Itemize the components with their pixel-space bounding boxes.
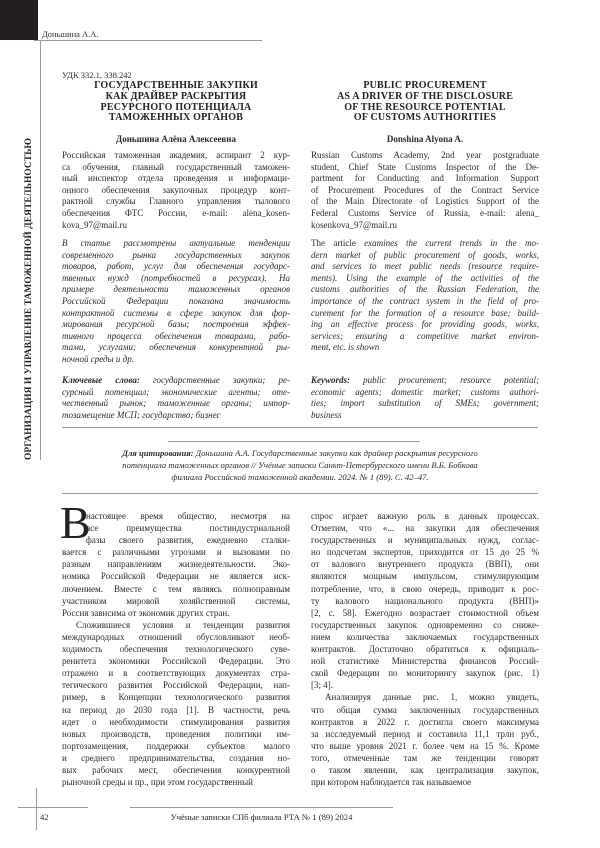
text-line: OF CUSTOMS AUTHORITIES: [311, 113, 539, 124]
text-line: рыночной среды и пр., при этом государственный: [62, 776, 290, 788]
running-header-author: Доньшина А.А.: [42, 29, 99, 39]
text-line: контрактов в 2022 г. достигла своего максимума: [311, 716, 539, 728]
text-line: Отметим, что «... на закупки для обеспечения: [311, 522, 539, 534]
text-line: Россия зависима от экономик других стран.: [62, 607, 290, 619]
udk-code: УДК 332.1, 338.242: [62, 70, 132, 80]
keywords-ru-label: Ключевые слова:: [62, 375, 140, 385]
text-line: тегического развития Российской Федерации, нап-: [62, 679, 290, 691]
text-line: ный инспектор отдела проведения и информаци-: [62, 173, 290, 185]
text-line: портозамещения, поддержки субъектов малого: [62, 740, 290, 752]
text-line: ГОСУДАРСТВЕННЫЕ ЗАКУПКИ: [62, 81, 290, 92]
text-line: настоящее время общество, несмотря на: [62, 510, 290, 522]
text-line: В статье рассмотрены актуальные тенденции: [62, 238, 290, 250]
text-line: и среднего предпринимательства, создания но-: [62, 752, 290, 764]
text-line: тивного процесса обеспечения товарами, рабо-: [62, 331, 290, 343]
text-line: OF THE RESOURCE POTENTIAL: [311, 103, 539, 114]
text-line: вается с различными угрозами и вызовами по: [62, 546, 290, 558]
text-line: что общая сумма заключенных государственных: [311, 704, 539, 716]
text-line: современного рынка государственных закупок: [62, 250, 290, 262]
text-line: dern market of public procurement of goods, works,: [311, 250, 539, 262]
text-line: of Procurement Procedures of the Contract Service: [311, 185, 539, 197]
text-line: ной статистике Министерства финансов Россий-: [311, 655, 539, 667]
citation-line: потенциала таможенных органов // Учёные записки Санкт-Петербургского имени В.Б. Бобкова: [62, 460, 538, 472]
text-line: customs authorities of the Russian Federation, the: [311, 284, 539, 296]
text-line: за исследуемый период и составила 11,1 трлн руб.,: [311, 728, 539, 740]
abstract-en-rest: [311, 250, 539, 354]
keywords-en: [311, 375, 539, 421]
keywords-ru: [62, 375, 290, 421]
text-line: твенных нужд (потребностей в ресурсах). На: [62, 273, 290, 285]
text-line: все преимущества постиндустриальной: [62, 522, 290, 534]
text-line: Анализируя данные рис. 1, можно увидеть,: [311, 691, 539, 703]
text-line: са обучения, главный государственный таможен-: [62, 162, 290, 174]
page-number: 42: [40, 812, 49, 822]
text-line: [2, с. 58]. Ежегодно возрастает стоимостной объем: [311, 607, 539, 619]
text-line: разным направлениям жизнедеятельности. Эко-: [62, 558, 290, 570]
text-line: ту валового национального продукта (ВНП)»: [311, 595, 539, 607]
text-line: Российская таможенная академия, аспирант 2 кур-: [62, 150, 290, 162]
citation-line: филиала Российской таможенной академии. 2024. № 1 (89). С. 42–47.: [62, 472, 538, 484]
text-line: curement for the formation of a resource base; build-: [311, 308, 539, 320]
text-line: государственных и муниципальных нужд, соглас-: [311, 534, 539, 546]
text-line: лючением. Вместе с тем являясь полноправным: [62, 583, 290, 595]
footer-rule: [18, 807, 88, 808]
text-line: ments). Using the example of the activities of the: [311, 273, 539, 285]
text-line: номика Российской Федерации не является иск-: [62, 570, 290, 582]
keywords-en-label: Keywords:: [311, 375, 350, 385]
header-rule: [34, 40, 262, 41]
text-line: student, Chief State Customs Inspector of the De-: [311, 162, 539, 174]
text-line: международных отношений обусловливают необ-: [62, 631, 290, 643]
text-line: and services to meet public needs (resource require-: [311, 261, 539, 273]
text-line: КАК ДРАЙВЕР РАСКРЫТИЯ: [62, 92, 290, 103]
text-line: ходимость обеспечения технологического суве-: [62, 643, 290, 655]
text-line: [311, 375, 539, 387]
divider: [62, 493, 538, 494]
divider: [168, 441, 420, 442]
abstract-en: [311, 238, 539, 354]
text-line: о таком явлении, как централизация закупок,: [311, 764, 539, 776]
title-en: [311, 81, 539, 124]
text-line: мирования ресурсной базы; построения эффек-: [62, 319, 290, 331]
text-line: нием количества заключаемых государственных: [311, 631, 539, 643]
footer-rule: [130, 807, 393, 808]
text-line: при котором наблюдается так называемое: [311, 776, 539, 788]
text-line: importance of the contract system in the field of pro-: [311, 296, 539, 308]
text-line: от валового внутреннего продукта (ВВП), они: [311, 558, 539, 570]
journal-name: Учёные записки СПб филиала РТА № 1 (89) 2024: [130, 812, 393, 822]
text-line: kova_97@mail.ru: [62, 220, 290, 232]
text-line: ской Федерации по мониторингу закупок (рис. 1): [311, 667, 539, 679]
text-line: на период до 2030 года [1]. В частности, речь: [62, 704, 290, 716]
text-line: спрос играет важную роль в данных процессах.: [311, 510, 539, 522]
text-line: kosenkova_97@mail.ru: [311, 220, 539, 232]
divider: [62, 427, 538, 428]
text-line: тозамещение МСП; государство; бизнес: [62, 410, 290, 422]
citation-line: [62, 448, 538, 460]
text-line: тами, услугами; обеспечения конкурентной ры-: [62, 342, 290, 354]
text-line: PUBLIC PROCUREMENT: [311, 81, 539, 92]
text-line: потребление, что, в свою очередь, приводит к рос-: [311, 583, 539, 595]
keywords-en-first: public procurement; resource potential;: [350, 375, 539, 385]
body-column-left: [62, 510, 290, 788]
body-column-right: [311, 510, 539, 788]
abstract-ru: [62, 238, 290, 366]
footer-rule-vertical: [36, 788, 37, 830]
text-line: ночной среды и др.: [62, 354, 290, 366]
text-line: государственных закупок одновременно со сниже-: [311, 619, 539, 631]
text-line: новых производств, проведения политики им-: [62, 728, 290, 740]
title-ru: [62, 81, 290, 124]
text-line: фазы своего развития, ежедневно сталки-: [62, 534, 290, 546]
keywords-en-rest: [311, 387, 539, 422]
text-line: Russian Customs Academy, 2nd year postgraduate: [311, 150, 539, 162]
citation-text: Доньшина А.А. Государственные закупки как драйвер раскрытия ресурсного: [194, 448, 478, 458]
abstract-en-lead: The article: [311, 238, 356, 248]
text-line: ment, etc. is shown: [311, 342, 539, 354]
text-line: рактной службы Главного управления тылового: [62, 196, 290, 208]
text-line: что выше уровня 2021 г. более чем на 15 %. Кроме: [311, 740, 539, 752]
text-line: отражено и в соответствующих документах стра-: [62, 667, 290, 679]
text-line: Federal Customs Service of Russia, e-mail: alena_: [311, 208, 539, 220]
citation-label: Для цитирования:: [122, 448, 193, 458]
text-line: обеспечения ФТС России, e-mail: alena_kosen-: [62, 208, 290, 220]
text-line: Сложившиеся условия и тенденции развития: [62, 619, 290, 631]
text-line: of the Main Directorate of Logistics Support of the: [311, 196, 539, 208]
text-line: того, отмеченные там же тенденции говорят: [311, 752, 539, 764]
keywords-ru-first: государственные закупки; ре-: [140, 375, 290, 385]
text-line: [62, 375, 290, 387]
citation: [62, 448, 538, 483]
affiliation-en: [311, 150, 539, 231]
text-line: ing an effective process for providing goods, works,: [311, 319, 539, 331]
text-line: являются мощным импульсом, стимулирующим: [311, 570, 539, 582]
author-name-en: Donshina Alyona A.: [311, 134, 539, 144]
text-line: [3; 4].: [311, 679, 539, 691]
section-title-vertical: ОРГАНИЗАЦИЯ И УПРАВЛЕНИЕ ТАМОЖЕННОЙ ДЕЯТЕЛЬНОСТЬЮ: [24, 50, 34, 460]
text-line: контрактов. Достаточно обратиться к официаль-: [311, 643, 539, 655]
text-line: services; ensuring a competitive market environ-: [311, 331, 539, 343]
text-line: вых рабочих мест, обеспечения конкурентной: [62, 764, 290, 776]
text-line: ример, в Концепции технологического развития: [62, 691, 290, 703]
text-line: контрактной системы в сфере закупок для фор-: [62, 308, 290, 320]
abstract-en-first: examines the current trends in the mo-: [356, 238, 539, 248]
drop-cap: В: [60, 500, 91, 546]
text-line: ренитета экономики Российской Федерации. Это: [62, 655, 290, 667]
text-line: Российской Федерации показана значимость: [62, 296, 290, 308]
text-line: ties; import substitution of SMEs; government;: [311, 398, 539, 410]
text-line: economic agents; domestic market; customs authori-: [311, 387, 539, 399]
text-line: ТАМОЖЕННЫХ ОРГАНОВ: [62, 113, 290, 124]
text-line: чественный рынок; таможенные органы; импор-: [62, 398, 290, 410]
keywords-ru-rest: [62, 387, 290, 422]
text-line: участником мировой хозяйственной системы,: [62, 595, 290, 607]
section-marker-block: [0, 0, 38, 40]
text-line: сурсный потенциал; экономические агенты; оте-: [62, 387, 290, 399]
text-line: но подсчетам экспертов, приходится от 15 до 25 %: [311, 546, 539, 558]
text-line: business: [311, 410, 539, 422]
text-line: онного обеспечения закупочных процедур конт-: [62, 185, 290, 197]
text-line: примере деятельности таможенных органов: [62, 284, 290, 296]
text-line: идет о необходимости стимулирования развития: [62, 716, 290, 728]
text-line: AS A DRIVER OF THE DISCLOSURE: [311, 92, 539, 103]
text-line: товаров, работ, услуг для обеспечения государс-: [62, 261, 290, 273]
text-line: partment for Conducting and Information Support: [311, 173, 539, 185]
affiliation-ru: [62, 150, 290, 231]
text-line: [311, 238, 539, 250]
text-line: РЕСУРСНОГО ПОТЕНЦИАЛА: [62, 103, 290, 114]
author-name-ru: Доньшина Алёна Алексеевна: [62, 134, 290, 144]
margin-rule: [40, 40, 41, 460]
